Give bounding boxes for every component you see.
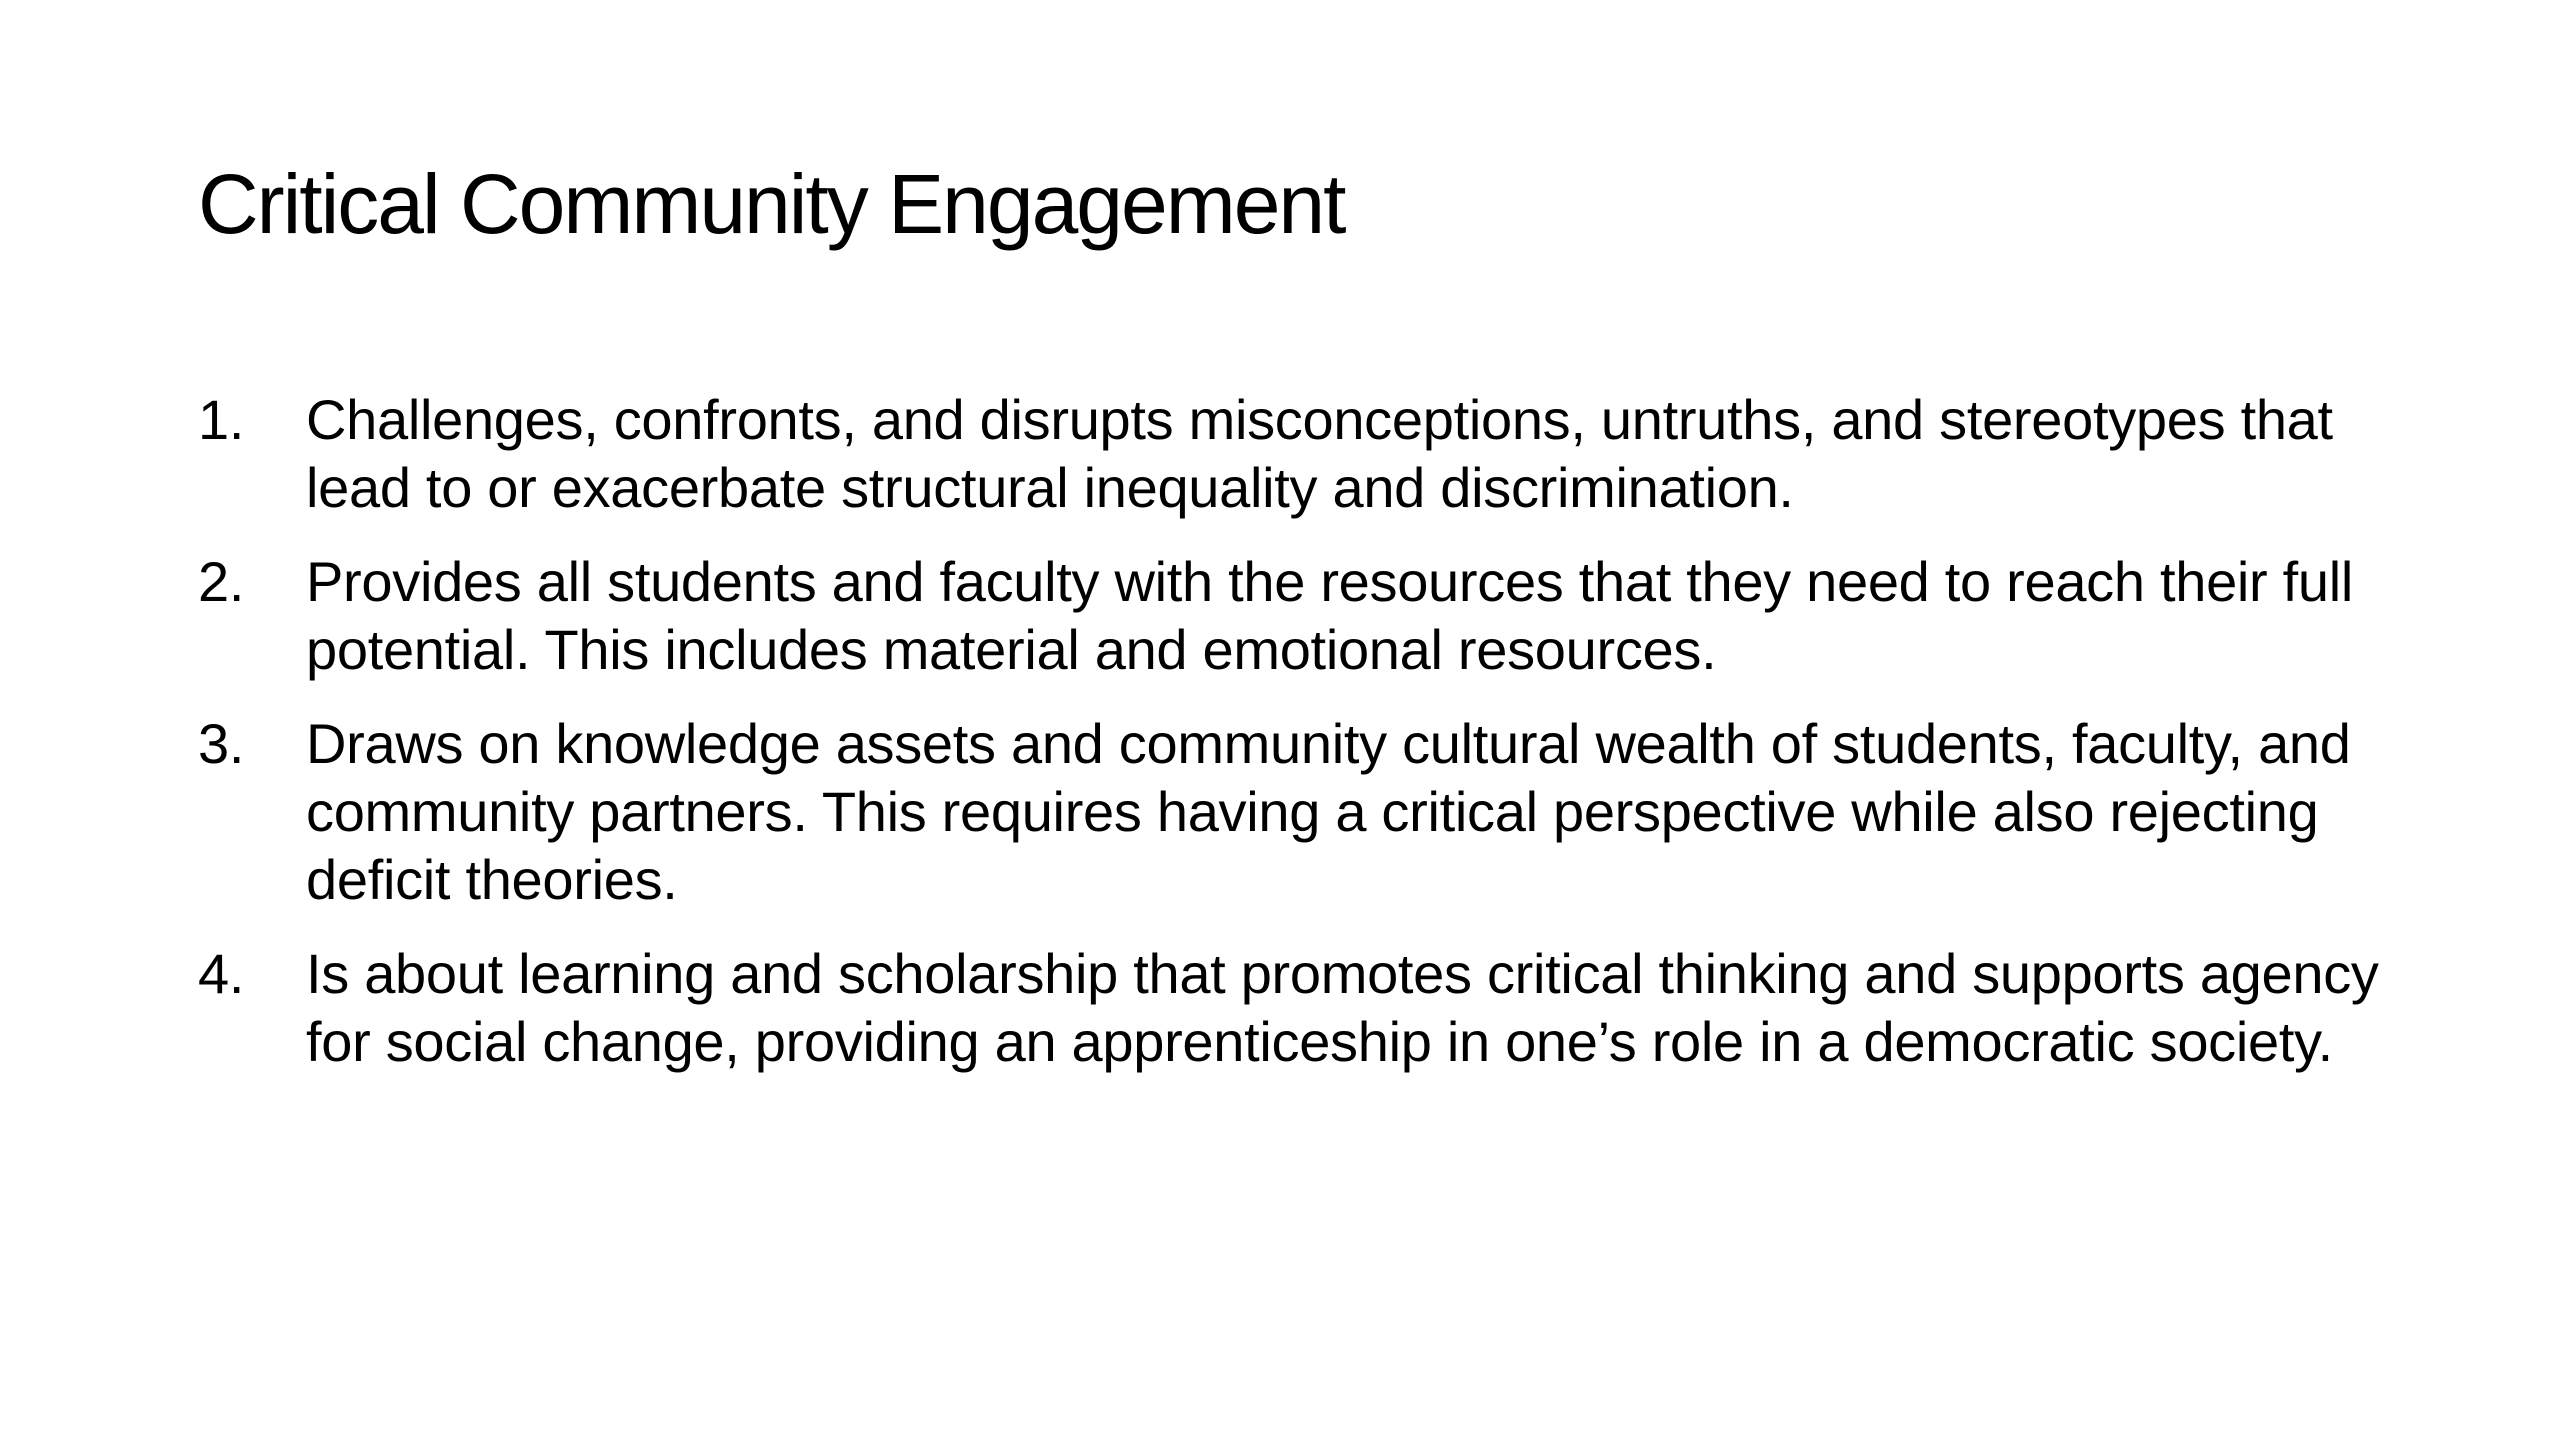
slide-title: Critical Community Engagement xyxy=(198,157,1345,251)
list-item-number: 2. xyxy=(198,550,245,613)
list-item-number: 3. xyxy=(198,712,245,775)
numbered-list xyxy=(198,386,2438,1102)
list-item xyxy=(198,386,2438,522)
list-item-number: 4. xyxy=(198,942,245,1005)
list-item-number: 1. xyxy=(198,388,245,451)
list-item-text: Provides all students and faculty with the resources that they need to reach their full potential. This includes material and emotional resources. xyxy=(306,550,2354,681)
list-item xyxy=(198,710,2438,914)
list-item xyxy=(198,548,2438,684)
list-item-text: Draws on knowledge assets and community cultural wealth of students, faculty, and community partners. This requires having a critical perspective while also rejecting deficit theories. xyxy=(306,712,2351,911)
list-item-text: Challenges, confronts, and disrupts misconceptions, untruths, and stereotypes that lead to or exacerbate structural inequality and discrimination. xyxy=(306,388,2333,519)
list-item-text: Is about learning and scholarship that promotes critical thinking and supports agency for social change, providing an apprenticeship in one’s role in a democratic society. xyxy=(306,942,2379,1073)
list-item xyxy=(198,940,2438,1076)
